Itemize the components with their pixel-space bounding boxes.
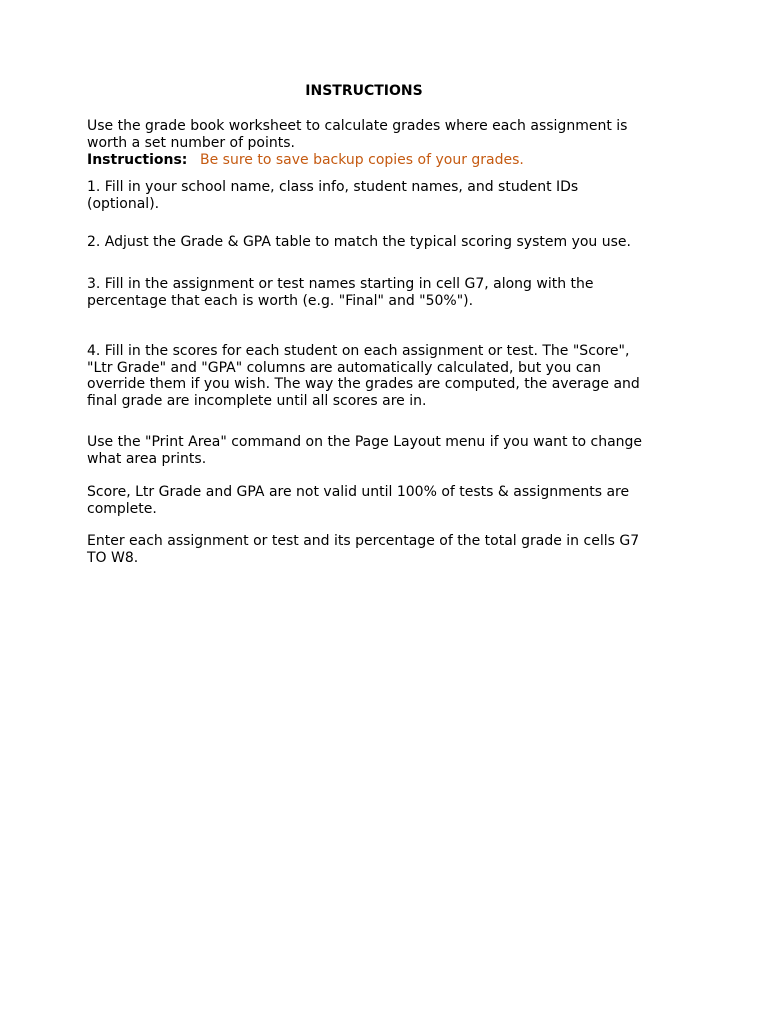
- assignment-entry-note: Enter each assignment or test and its percentage of the total grade in cells G7 TO W8.: [87, 533, 640, 566]
- backup-note: Be sure to save backup copies of your grades.: [200, 152, 524, 168]
- instructions-label: Instructions:: [87, 152, 188, 168]
- validity-note: Score, Ltr Grade and GPA are not valid until 100% of tests & assignments are complete.: [87, 484, 630, 517]
- step-3: 3. Fill in the assignment or test names starting in cell G7, along with the percentage that each is worth (e.g. "Final" and "50%").: [87, 276, 594, 309]
- intro-paragraph: Use the grade book worksheet to calculate grades where each assignment is worth a set number of points.: [87, 118, 628, 151]
- step-4: 4. Fill in the scores for each student on each assignment or test. The "Score", "Ltr Grade" and "GPA" columns are automatically calculated, but you can override them if you wish. The way the grades are computed, the average and final grade are incomplete until all scores are in.: [87, 343, 640, 409]
- print-area-note: Use the "Print Area" command on the Page Layout menu if you want to change what area prints.: [87, 434, 643, 467]
- step-2: 2. Adjust the Grade & GPA table to match the typical scoring system you use.: [87, 234, 631, 250]
- instructions-row: [87, 152, 687, 169]
- step-1: 1. Fill in your school name, class info, student names, and student IDs (optional).: [87, 179, 579, 212]
- page-title: INSTRUCTIONS: [305, 83, 423, 99]
